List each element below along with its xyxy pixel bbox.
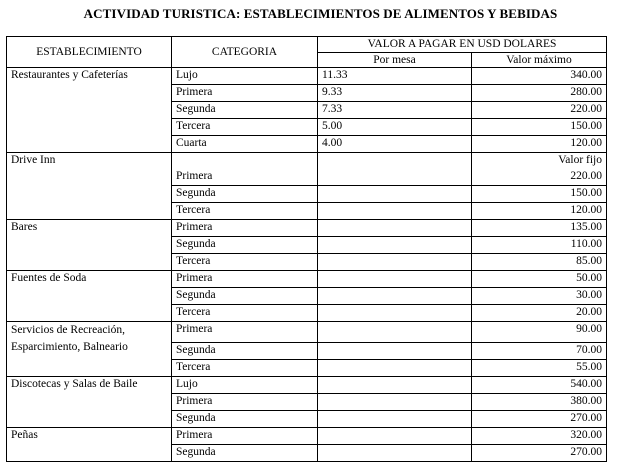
establishment-cell: Discotecas y Salas de Baile xyxy=(7,377,172,428)
category-cell: Segunda xyxy=(172,237,318,254)
max-value-cell: 135.00 xyxy=(472,220,607,237)
per-table-cell: 5.00 xyxy=(318,119,472,136)
table-row xyxy=(7,322,607,343)
tariff-table xyxy=(6,36,607,462)
category-cell: Tercera xyxy=(172,360,318,377)
max-value-cell: 30.00 xyxy=(472,288,607,305)
category-cell: Primera xyxy=(172,85,318,102)
max-value-cell: 280.00 xyxy=(472,85,607,102)
establishment-cell xyxy=(7,322,172,377)
header-valor: VALOR A PAGAR EN USD DOLARES xyxy=(318,37,607,53)
category-cell: Lujo xyxy=(172,68,318,85)
per-table-cell xyxy=(318,288,472,305)
max-value-cell: 220.00 xyxy=(472,102,607,119)
establishment-name-line: Servicios de Recreación, xyxy=(11,324,125,336)
per-table-cell xyxy=(318,428,472,445)
category-cell: Tercera xyxy=(172,254,318,271)
per-table-cell xyxy=(318,411,472,428)
max-value-cell: 270.00 xyxy=(472,411,607,428)
category-cell: Segunda xyxy=(172,445,318,462)
establishment-cell: Restaurantes y Cafeterías xyxy=(7,68,172,153)
max-value-cell: 120.00 xyxy=(472,136,607,153)
max-value-cell: 340.00 xyxy=(472,68,607,85)
per-table-cell xyxy=(318,203,472,220)
per-table-cell: 4.00 xyxy=(318,136,472,153)
establishment-cell: Bares xyxy=(7,220,172,271)
per-table-cell xyxy=(318,254,472,271)
max-value-cell: 320.00 xyxy=(472,428,607,445)
per-table-cell: 9.33 xyxy=(318,85,472,102)
category-cell: Primera xyxy=(172,271,318,288)
table-row xyxy=(7,220,607,237)
per-table-cell: 11.33 xyxy=(318,68,472,85)
establishment-cell: Peñas xyxy=(7,428,172,462)
category-cell: Segunda xyxy=(172,411,318,428)
per-table-cell xyxy=(318,360,472,377)
category-cell: Primera xyxy=(172,220,318,237)
establishment-cell: Drive Inn xyxy=(7,153,172,220)
table-row xyxy=(7,428,607,445)
max-value-cell: 150.00 xyxy=(472,186,607,203)
max-value-cell: 50.00 xyxy=(472,271,607,288)
header-categoria: CATEGORIA xyxy=(172,37,318,68)
per-table-cell xyxy=(318,394,472,411)
max-value-cell: 55.00 xyxy=(472,360,607,377)
max-value-cell: 110.00 xyxy=(472,237,607,254)
max-value-cell: 220.00 xyxy=(472,169,607,186)
header-valor-maximo: Valor máximo xyxy=(472,52,607,68)
category-cell xyxy=(172,153,318,170)
category-cell: Segunda xyxy=(172,102,318,119)
max-value-cell: 20.00 xyxy=(472,305,607,322)
per-table-cell xyxy=(318,322,472,343)
table-row xyxy=(7,377,607,394)
per-table-cell xyxy=(318,377,472,394)
per-table-cell xyxy=(318,186,472,203)
category-cell: Segunda xyxy=(172,186,318,203)
max-value-cell: 120.00 xyxy=(472,203,607,220)
establishment-cell: Fuentes de Soda xyxy=(7,271,172,322)
category-cell: Tercera xyxy=(172,305,318,322)
max-value-cell: 380.00 xyxy=(472,394,607,411)
category-cell: Segunda xyxy=(172,288,318,305)
category-cell: Primera xyxy=(172,169,318,186)
per-table-cell xyxy=(318,153,472,170)
per-table-cell xyxy=(318,445,472,462)
max-value-cell: 150.00 xyxy=(472,119,607,136)
per-table-cell xyxy=(318,220,472,237)
category-cell: Lujo xyxy=(172,377,318,394)
header-establecimiento: ESTABLECIMIENTO xyxy=(7,37,172,68)
per-table-cell: 7.33 xyxy=(318,102,472,119)
category-cell: Cuarta xyxy=(172,136,318,153)
establishment-name-line: Esparcimiento, Balneario xyxy=(11,341,128,353)
per-table-cell xyxy=(318,305,472,322)
max-value-cell: 85.00 xyxy=(472,254,607,271)
table-row xyxy=(7,68,607,85)
category-cell: Primera xyxy=(172,394,318,411)
max-value-cell: 90.00 xyxy=(472,322,607,343)
category-cell: Tercera xyxy=(172,203,318,220)
max-value-cell: 270.00 xyxy=(472,445,607,462)
header-por-mesa: Por mesa xyxy=(318,52,472,68)
fixed-value-label: Valor fijo xyxy=(472,153,607,170)
table-row xyxy=(7,271,607,288)
max-value-cell: 540.00 xyxy=(472,377,607,394)
per-table-cell xyxy=(318,169,472,186)
per-table-cell xyxy=(318,237,472,254)
per-table-cell xyxy=(318,271,472,288)
max-value-cell: 70.00 xyxy=(472,343,607,360)
table-body xyxy=(7,68,607,462)
category-cell: Primera xyxy=(172,428,318,445)
category-cell: Primera xyxy=(172,322,318,343)
table-header xyxy=(7,37,607,68)
table-row xyxy=(7,153,607,170)
per-table-cell xyxy=(318,343,472,360)
category-cell: Tercera xyxy=(172,119,318,136)
page-title: ACTIVIDAD TURISTICA: ESTABLECIMIENTOS DE ALIMENTOS Y BEBIDAS xyxy=(83,6,558,21)
category-cell: Segunda xyxy=(172,343,318,360)
